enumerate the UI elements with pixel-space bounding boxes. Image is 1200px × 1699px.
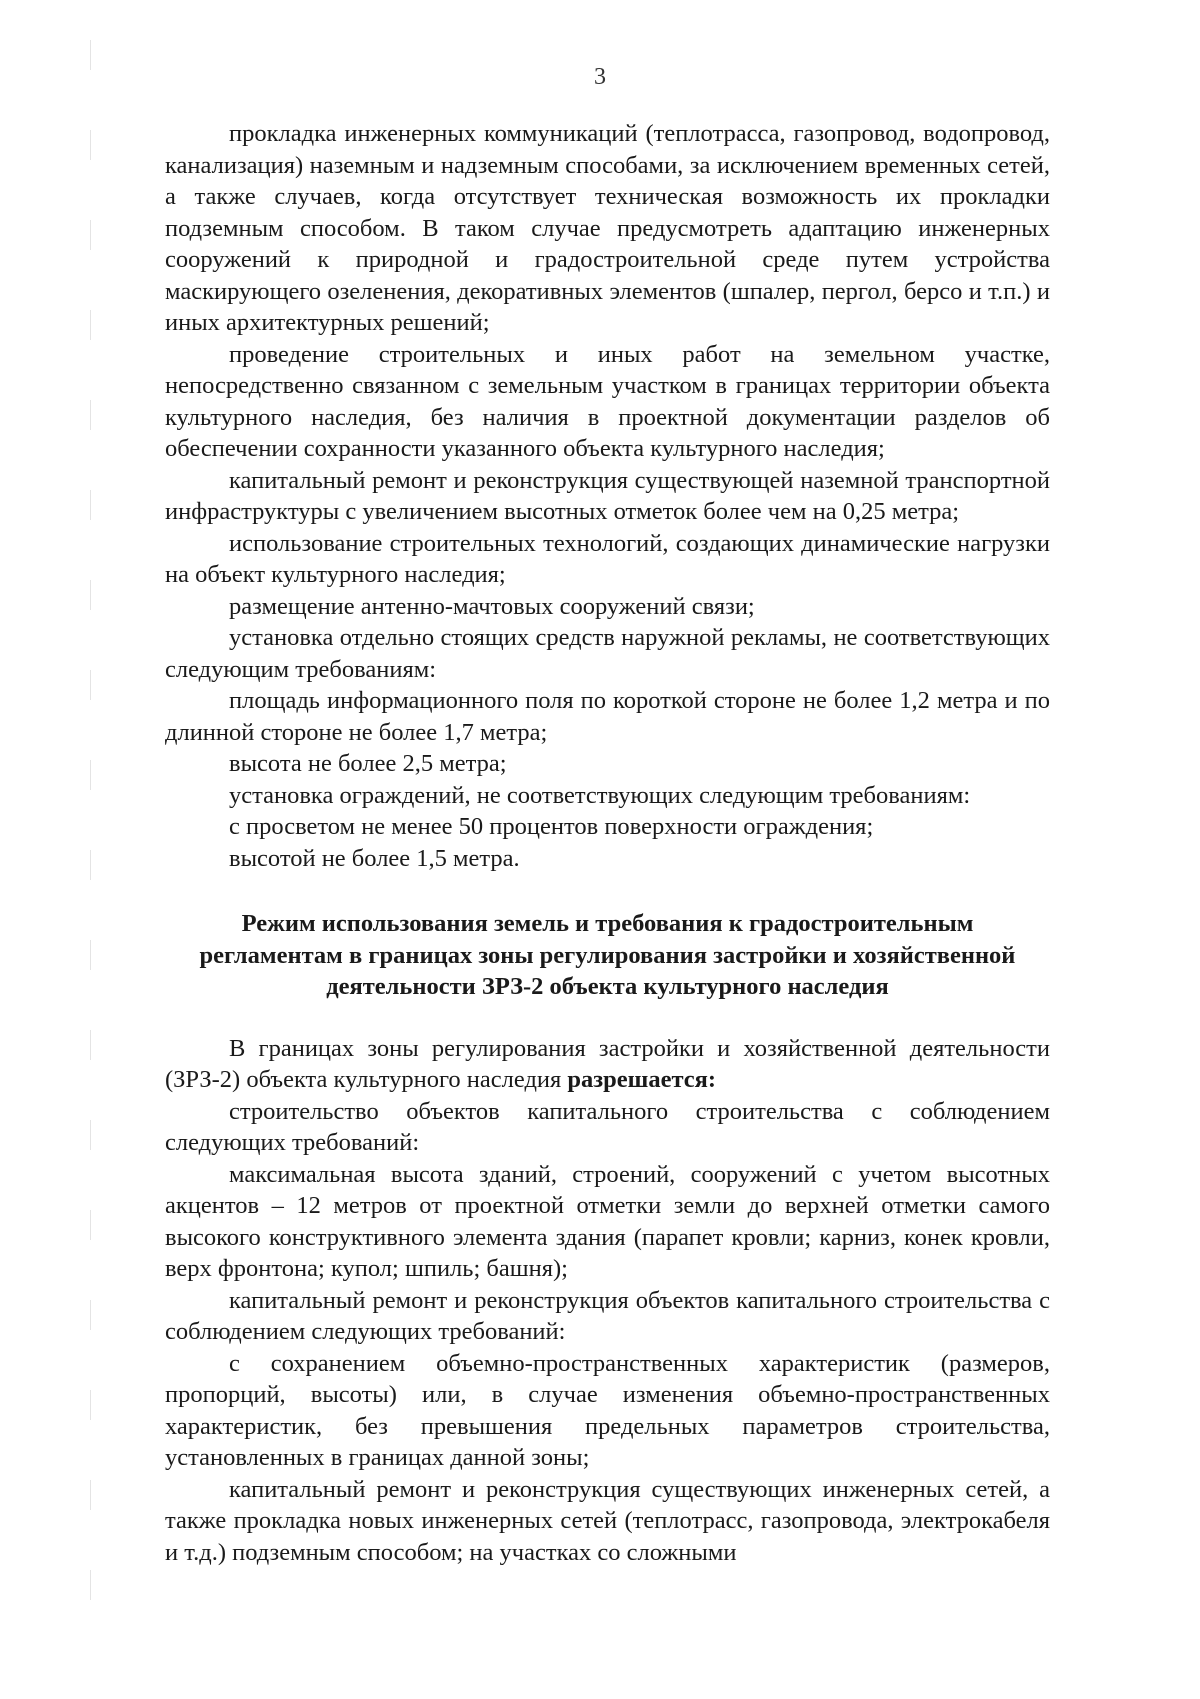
paragraph: высота не более 2,5 метра;: [229, 750, 507, 777]
paragraph: с сохранением объемно-пространственных характеристик (размеров, пропорций, высоты) или, в случае изменения объемно-пространственных характеристик, без превышения предельных параметров строительства, установленных в границах данной зоны;: [165, 1349, 1050, 1471]
paragraph: прокладка инженерных коммуникаций (теплотрасса, газопровод, водопровод, канализация) наземным и надземным способами, за исключением временных сетей, а также случаев, когда отсутствует техническая возможность их прокладки подземным способом. В таком случае предусмотреть адаптацию инженерных сооружений к природной и градостроительной среде путем устройства маскирующего озеленения, декоративных элементов (шпалер, пергол, берсо и т.п.) и иных архитектурных решений;: [165, 120, 1050, 336]
paragraph: высотой не более 1,5 метра.: [229, 844, 520, 872]
paragraph: капитальный ремонт и реконструкция существующей наземной транспортной инфраструктуры с увеличением высотных отметок более чем на 0,25 метра;: [165, 466, 1050, 525]
page-number: 3: [594, 64, 606, 90]
document-body: [165, 118, 1050, 1568]
intro-bold-text: разрешается:: [567, 1066, 717, 1093]
paragraph: установка отдельно стоящих средств наружной рекламы, не соответствующих следующим требованиям:: [165, 624, 1050, 683]
heading-line: регламентам в границах зоны регулирования застройки и хозяйственной: [199, 941, 1016, 969]
intro-paragraph: [165, 1033, 1050, 1096]
heading-line: деятельности ЗРЗ-2 объекта культурного наследия: [326, 973, 889, 1000]
paragraph: с просветом не менее 50 процентов поверхности ограждения;: [229, 813, 874, 840]
paragraph: использование строительных технологий, создающих динамические нагрузки на объект культурного наследия;: [165, 529, 1050, 588]
restrictions-list: [165, 118, 1050, 874]
paragraph: установка ограждений, не соответствующих следующим требованиям:: [229, 781, 971, 809]
paragraph: площадь информационного поля по короткой стороне не более 1,2 метра и по длинной стороне не более 1,7 метра;: [165, 687, 1050, 746]
section-heading: [165, 908, 1050, 1003]
paragraph: размещение антенно-мачтовых сооружений связи;: [229, 592, 755, 620]
paragraph: капитальный ремонт и реконструкция существующих инженерных сетей, а также прокладка новых инженерных сетей (теплотрасс, газопровода, электрокабеля и т.д.) подземным способом; на участках со сложными: [165, 1475, 1050, 1566]
paragraph: строительство объектов капитального строительства с соблюдением следующих требований:: [165, 1097, 1050, 1156]
permitted-list: [165, 1033, 1050, 1569]
heading-line: Режим использования земель и требования к градостроительным: [241, 910, 974, 937]
paragraph: максимальная высота зданий, строений, сооружений с учетом высотных акцентов – 12 метров от проектной отметки земли до верхней отметки самого высокого конструктивного элемента здания (парапет кровли; карниз, конек кровли, верх фронтона; купол; шпиль; башня);: [165, 1160, 1050, 1282]
paragraph: проведение строительных и иных работ на земельном участке, непосредственно связанном с земельным участком в границах территории объекта культурного наследия, без наличия в проектной документации разделов об обеспечении сохранности указанного объекта культурного наследия;: [165, 340, 1050, 462]
scan-edge-marks: [90, 40, 91, 1600]
paragraph: капитальный ремонт и реконструкция объектов капитального строительства с соблюдением следующих требований:: [165, 1286, 1050, 1345]
intro-text: В границах зоны регулирования застройки и хозяйственной деятельности (ЗРЗ-2) объекта культурного наследия: [165, 1034, 1050, 1093]
